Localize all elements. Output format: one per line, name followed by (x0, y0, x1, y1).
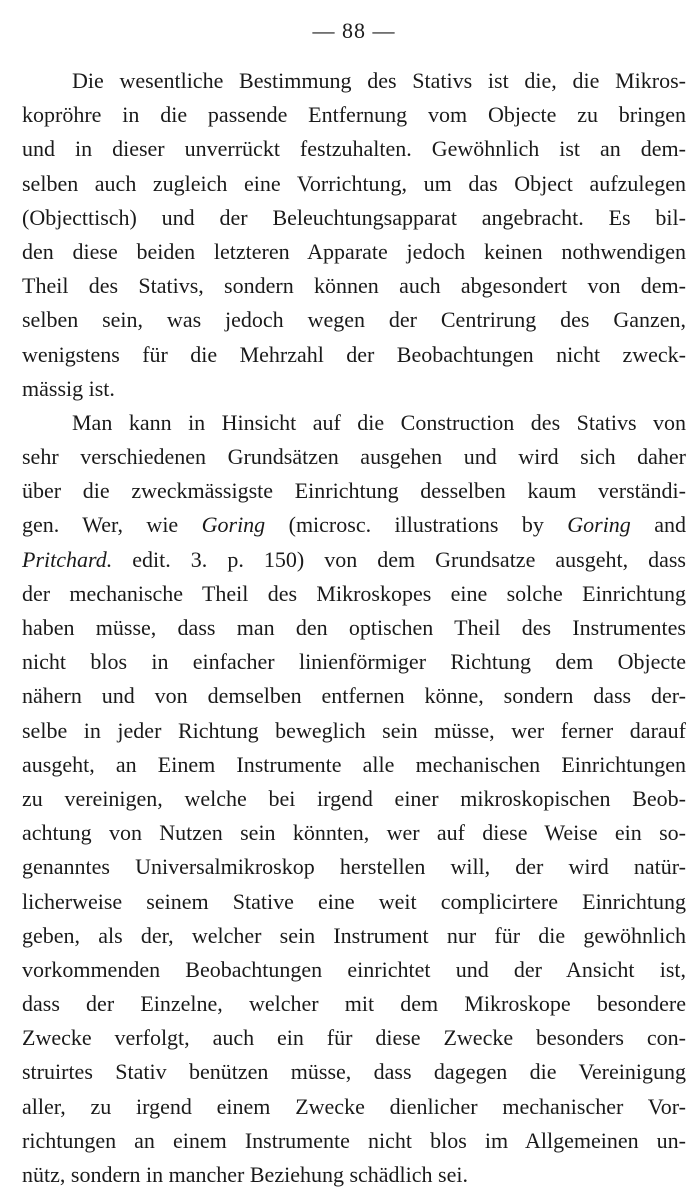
text-line: nähern und von demselben entfernen könne, sondern dass der- (22, 683, 686, 709)
text-line: mässig ist. (22, 375, 115, 401)
text-segment: edit. 3. p. 150) von dem Grundsatze ausgeht, dass (112, 546, 686, 572)
paragraph-stativ-construction (22, 406, 686, 1192)
text-segment: and (630, 512, 687, 538)
text-line: Man kann in Hinsicht auf die Construction des Stativs von (72, 409, 686, 435)
text-line: selben auch zugleich eine Vorrichtung, um das Object aufzulegen (22, 170, 686, 196)
text-line: der mechanische Theil des Mikroskopes eine solche Einrichtung (22, 580, 686, 606)
text-segment: (microsc. illustrations by (265, 512, 568, 538)
text-line: selben sein, was jedoch wegen der Centrirung des Ganzen, (22, 307, 686, 333)
text-line: ausgeht, an Einem Instrumente alle mechanischen Einrichtungen (22, 751, 686, 777)
text-line: aller, zu irgend einem Zwecke dienlicher mechanischer Vor- (22, 1093, 686, 1119)
text-line: selbe in jeder Richtung beweglich sein müsse, wer ferner darauf (22, 717, 686, 743)
text-line: Die wesentliche Bestimmung des Stativs ist die, die Mikros- (72, 68, 686, 93)
text-line: achtung von Nutzen sein könnten, wer auf diese Weise ein so- (22, 820, 686, 846)
text-line: zu vereinigen, welche bei irgend einer mikroskopischen Beob- (22, 785, 686, 811)
text-line: sehr verschiedenen Grundsätzen ausgehen und wird sich daher (22, 444, 686, 470)
text-line: struirtes Stativ benützen müsse, dass dagegen die Vereinigung (22, 1059, 686, 1085)
text-line: nütz, sondern in mancher Beziehung schädlich sei. (22, 1162, 468, 1187)
text-line: richtungen an einem Instrumente nicht blos im Allgemeinen un- (22, 1127, 686, 1153)
text-line: den diese beiden letzteren Apparate jedoch keinen nothwendigen (22, 238, 686, 264)
text-line: und in dieser unverrückt festzuhalten. Gewöhnlich ist an dem- (22, 136, 686, 162)
text-line: über die zweckmässigste Einrichtung desselben kaum verständi- (22, 478, 686, 504)
text-line: nicht blos in einfacher linienförmiger Richtung dem Objecte (22, 649, 686, 675)
text-line: geben, als der, welcher sein Instrument nur für die gewöhnlich (22, 922, 686, 948)
text-line: vorkommenden Beobachtungen einrichtet und der Ansicht ist, (22, 956, 686, 982)
book-page (22, 16, 686, 1192)
text-line: (Objecttisch) und der Beleuchtungsapparat angebracht. Es bil- (22, 204, 686, 230)
author-name-goring: Goring (567, 512, 631, 538)
text-line: genanntes Universalmikroskop herstellen will, der wird natür- (22, 854, 686, 880)
text-segment: gen. Wer, wie (22, 512, 202, 538)
text-line-citation (22, 543, 686, 577)
author-name-goring: Goring (201, 512, 266, 538)
text-line-citation (22, 508, 686, 542)
paragraph-stativ-purpose (22, 64, 686, 406)
text-line: haben müsse, dass man den optischen Theil des Instrumentes (22, 615, 686, 640)
text-line: kopröhre in die passende Entfernung vom Objecte zu bringen (22, 102, 686, 128)
text-line: licherweise seinem Stative eine weit complicirtere Einrichtung (22, 888, 686, 914)
text-line: Theil des Stativs, sondern können auch abgesondert von dem- (22, 273, 686, 299)
page-number: — 88 — (312, 18, 396, 43)
text-line: Zwecke verfolgt, auch ein für diese Zwecke besonders con- (22, 1025, 686, 1051)
text-line: dass der Einzelne, welcher mit dem Mikroskope besondere (22, 991, 686, 1017)
text-line: wenigstens für die Mehrzahl der Beobachtungen nicht zweck- (22, 341, 686, 367)
author-name-pritchard: Pritchard. (22, 546, 113, 572)
